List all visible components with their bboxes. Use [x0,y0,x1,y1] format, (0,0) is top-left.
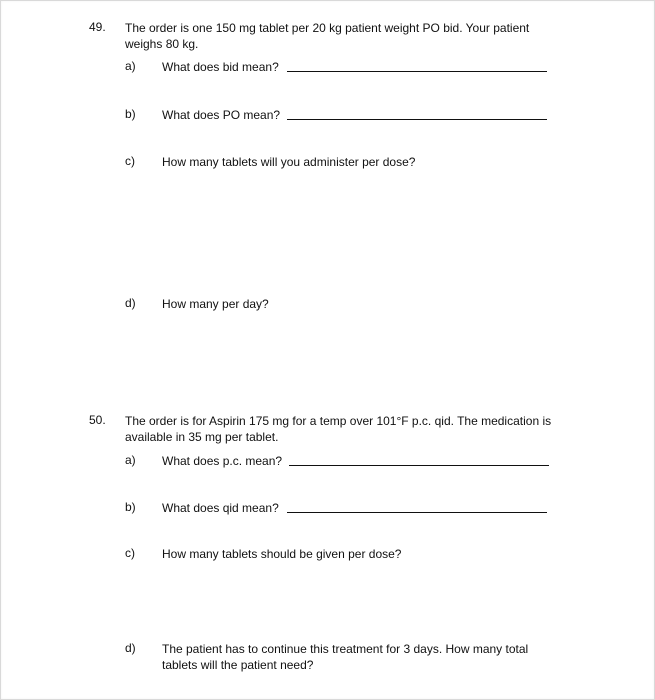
question-49a-label: a) [125,59,136,73]
question-50b-label: b) [125,500,136,514]
question-49a-answer-line[interactable] [287,71,547,72]
question-49-number: 49. [89,20,106,34]
question-50d-label: d) [125,641,136,655]
question-50-text: The order is for Aspirin 175 mg for a temp over 101°F p.c. qid. The medication is available in 35 mg per tablet. [125,414,552,444]
question-50a-text: What does p.c. mean? [162,454,283,468]
question-49c-text: How many tablets will you administer per dose? [162,155,416,169]
question-49d-text: How many per day? [162,297,269,311]
question-50-number: 50. [89,413,106,427]
question-49c-label: c) [125,154,135,168]
question-50b-text: What does qid mean? [162,501,279,515]
question-50b-answer-line[interactable] [287,512,547,513]
question-49-text: The order is one 150 mg tablet per 20 kg patient weight PO bid. Your patient weighs 80 kg. [125,21,530,51]
question-49b-answer-line[interactable] [287,119,547,120]
question-50a-answer-line[interactable] [289,465,549,466]
question-49d-label: d) [125,296,136,310]
question-49b-label: b) [125,107,136,121]
question-50a-label: a) [125,453,136,467]
question-49b-text: What does PO mean? [162,108,281,122]
question-49a-text: What does bid mean? [162,60,279,74]
question-50d-text: The patient has to continue this treatment for 3 days. How many total tablets will the patient need? [162,642,529,672]
question-50c-text: How many tablets should be given per dose? [162,547,402,561]
question-50c-label: c) [125,546,135,560]
